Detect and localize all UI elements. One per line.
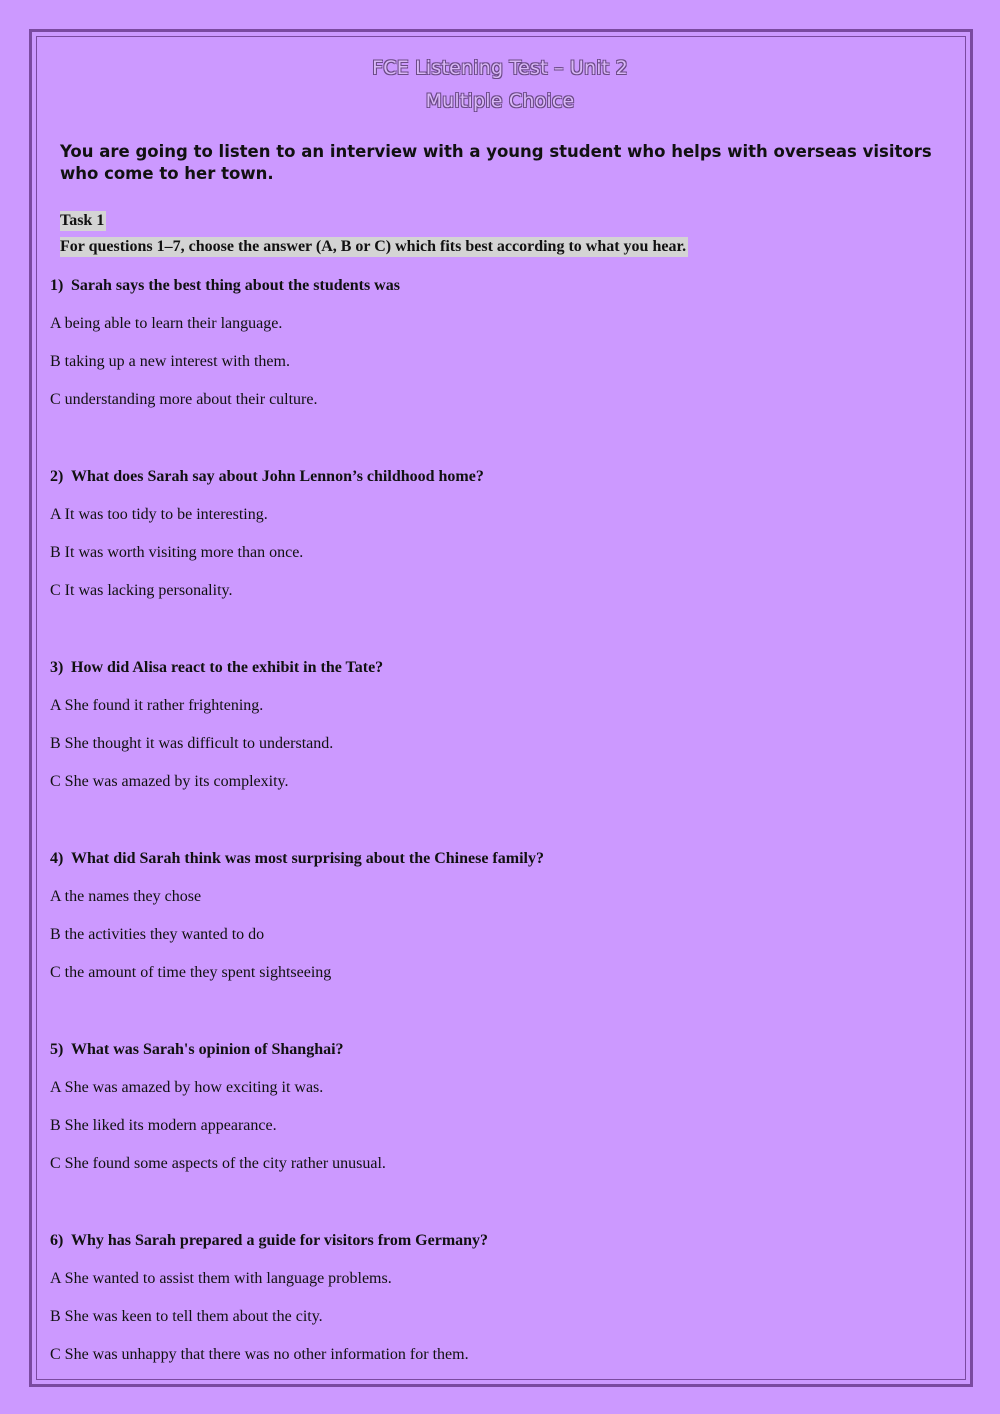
question-number: 5) <box>50 1041 64 1058</box>
answer-option-a: A It was too tidy to be interesting. <box>50 506 268 523</box>
page-subtitle: Multiple Choice <box>425 90 575 112</box>
question-4 <box>50 849 950 983</box>
answer-option-b: B the activities they wanted to do <box>50 926 265 943</box>
question-text: What was Sarah's opinion of Shanghai? <box>71 1041 344 1058</box>
intro-text: You are going to listen to an interview with a young student who helps with overseas visitors who come to her town. <box>60 142 932 183</box>
question-number: 2) <box>50 468 64 485</box>
question-6 <box>50 1231 950 1365</box>
question-text: Sarah says the best thing about the students was <box>71 277 400 294</box>
question-text: Why has Sarah prepared a guide for visitors from Germany? <box>71 1232 489 1249</box>
question-stem <box>50 276 950 296</box>
answer-option-c: C She was amazed by its complexity. <box>50 773 289 790</box>
question-text: What does Sarah say about John Lennon’s childhood home? <box>71 468 484 485</box>
page-title: FCE Listening Test – Unit 2 <box>372 57 628 79</box>
answer-option-b: B She liked its modern appearance. <box>50 1117 277 1134</box>
question-stem <box>50 658 950 678</box>
answer-option-b: B It was worth visiting more than once. <box>50 544 304 561</box>
question-number: 4) <box>50 850 64 867</box>
answer-option-a: A being able to learn their language. <box>50 315 283 332</box>
answer-option-b: B She was keen to tell them about the city. <box>50 1308 323 1325</box>
question-number: 3) <box>50 659 64 676</box>
answer-option-a: A She wanted to assist them with language problems. <box>50 1270 392 1287</box>
question-stem <box>50 1040 950 1060</box>
answer-option-c: C the amount of time they spent sightseeing <box>50 964 332 981</box>
question-stem <box>50 467 950 487</box>
answer-option-b: B taking up a new interest with them. <box>50 353 290 370</box>
question-2 <box>50 467 950 601</box>
question-1 <box>50 276 950 410</box>
task-label: Task 1 <box>60 212 105 229</box>
answer-option-a: A She was amazed by how exciting it was. <box>50 1079 324 1096</box>
question-number: 1) <box>50 277 64 294</box>
question-stem <box>50 849 950 869</box>
question-3 <box>50 658 950 792</box>
question-text: How did Alisa react to the exhibit in the Tate? <box>71 659 384 676</box>
question-number: 6) <box>50 1232 64 1249</box>
answer-option-c: C It was lacking personality. <box>50 582 233 599</box>
answer-option-c: C understanding more about their culture. <box>50 391 318 408</box>
question-text: What did Sarah think was most surprising about the Chinese family? <box>71 850 544 867</box>
answer-option-c: C She found some aspects of the city rather unusual. <box>50 1155 386 1172</box>
answer-option-c: C She was unhappy that there was no other information for them. <box>50 1346 469 1363</box>
question-5 <box>50 1040 950 1174</box>
question-stem <box>50 1231 950 1251</box>
answer-option-b: B She thought it was difficult to understand. <box>50 735 334 752</box>
answer-option-a: A She found it rather frightening. <box>50 697 264 714</box>
answer-option-a: A the names they chose <box>50 888 202 905</box>
task-instruction: For questions 1–7, choose the answer (A, B or C) which fits best according to what you hear. <box>60 238 687 255</box>
